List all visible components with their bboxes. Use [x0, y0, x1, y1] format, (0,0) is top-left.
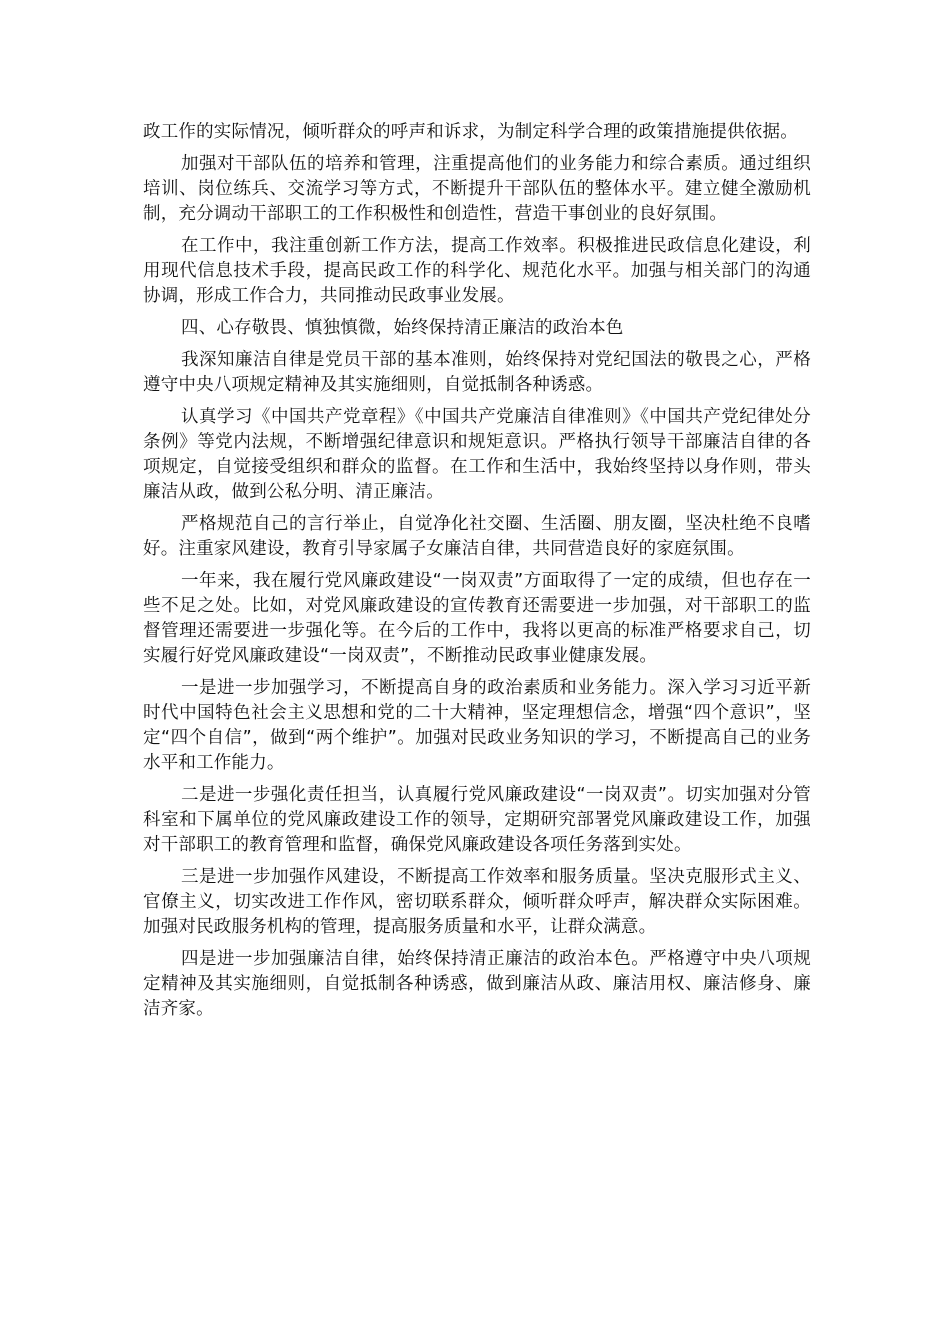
paragraph-cadre-training: 加强对干部队伍的培养和管理，注重提高他们的业务能力和综合素质。通过组织培训、岗位练兵、交流学习等方式，不断提升干部队伍的整体水平。建立健全激励机制，充分调动干部职工的工作积极性和创造性，营造干事创业的良好氛围。	[143, 154, 811, 224]
paragraph-item-three: 三是进一步加强作风建设，不断提高工作效率和服务质量。坚决克服形式主义、官僚主义，切实改进工作作风，密切联系群众，倾听群众呼声，解决群众实际困难。加强对民政服务机构的管理，提高服务质量和水平，让群众满意。	[143, 867, 811, 937]
paragraph-item-one: 一是进一步加强学习，不断提高自身的政治素质和业务能力。深入学习习近平新时代中国特色社会主义思想和党的二十大精神，坚定理想信念，增强“四个意识”，坚定“四个自信”，做到“两个维护”。加强对民政业务知识的学习，不断提高自己的业务水平和工作能力。	[143, 678, 811, 773]
paragraph-conduct: 严格规范自己的言行举止，自觉净化社交圈、生活圈、朋友圈，坚决杜绝不良嗜好。注重家风建设，教育引导家属子女廉洁自律，共同营造良好的家庭氛围。	[143, 514, 811, 559]
paragraph-item-four: 四是进一步加强廉洁自律，始终保持清正廉洁的政治本色。严格遵守中央八项规定精神及其实施细则，自觉抵制各种诱惑，做到廉洁从政、廉洁用权、廉洁修身、廉洁齐家。	[143, 949, 811, 1019]
section-heading-four: 四、心存敬畏、慎独慎微，始终保持清正廉洁的政治本色	[181, 318, 624, 338]
document-page	[143, 120, 811, 1029]
paragraph-continuation: 政工作的实际情况，倾听群众的呼声和诉求，为制定科学合理的政策措施提供依据。	[143, 122, 798, 142]
paragraph-study-regulations: 认真学习《中国共产党章程》《中国共产党廉洁自律准则》《中国共产党纪律处分条例》等党内法规，不断增强纪律意识和规矩意识。严格执行领导干部廉洁自律的各项规定，自觉接受组织和群众的监督。在工作和生活中，我始终坚持以身作则，带头廉洁从政，做到公私分明、清正廉洁。	[143, 407, 811, 502]
paragraph-self-discipline: 我深知廉洁自律是党员干部的基本准则，始终保持对党纪国法的敬畏之心，严格遵守中央八项规定精神及其实施细则，自觉抵制各种诱惑。	[143, 350, 811, 395]
paragraph-year-summary: 一年来，我在履行党风廉政建设“一岗双责”方面取得了一定的成绩，但也存在一些不足之处。比如，对党风廉政建设的宣传教育还需要进一步加强，对干部职工的监督管理还需要进一步强化等。在今后的工作中，我将以更高的标准严格要求自己，切实履行好党风廉政建设“一岗双责”，不断推动民政事业健康发展。	[143, 571, 811, 666]
paragraph-item-two: 二是进一步强化责任担当，认真履行党风廉政建设“一岗双责”。切实加强对分管科室和下属单位的党风廉政建设工作的领导，定期研究部署党风廉政建设工作，加强对干部职工的教育管理和监督，确保党风廉政建设各项任务落到实处。	[143, 785, 811, 855]
paragraph-work-innovation: 在工作中，我注重创新工作方法，提高工作效率。积极推进民政信息化建设，利用现代信息技术手段，提高民政工作的科学化、规范化水平。加强与相关部门的沟通协调，形成工作合力，共同推动民政事业发展。	[143, 236, 811, 306]
